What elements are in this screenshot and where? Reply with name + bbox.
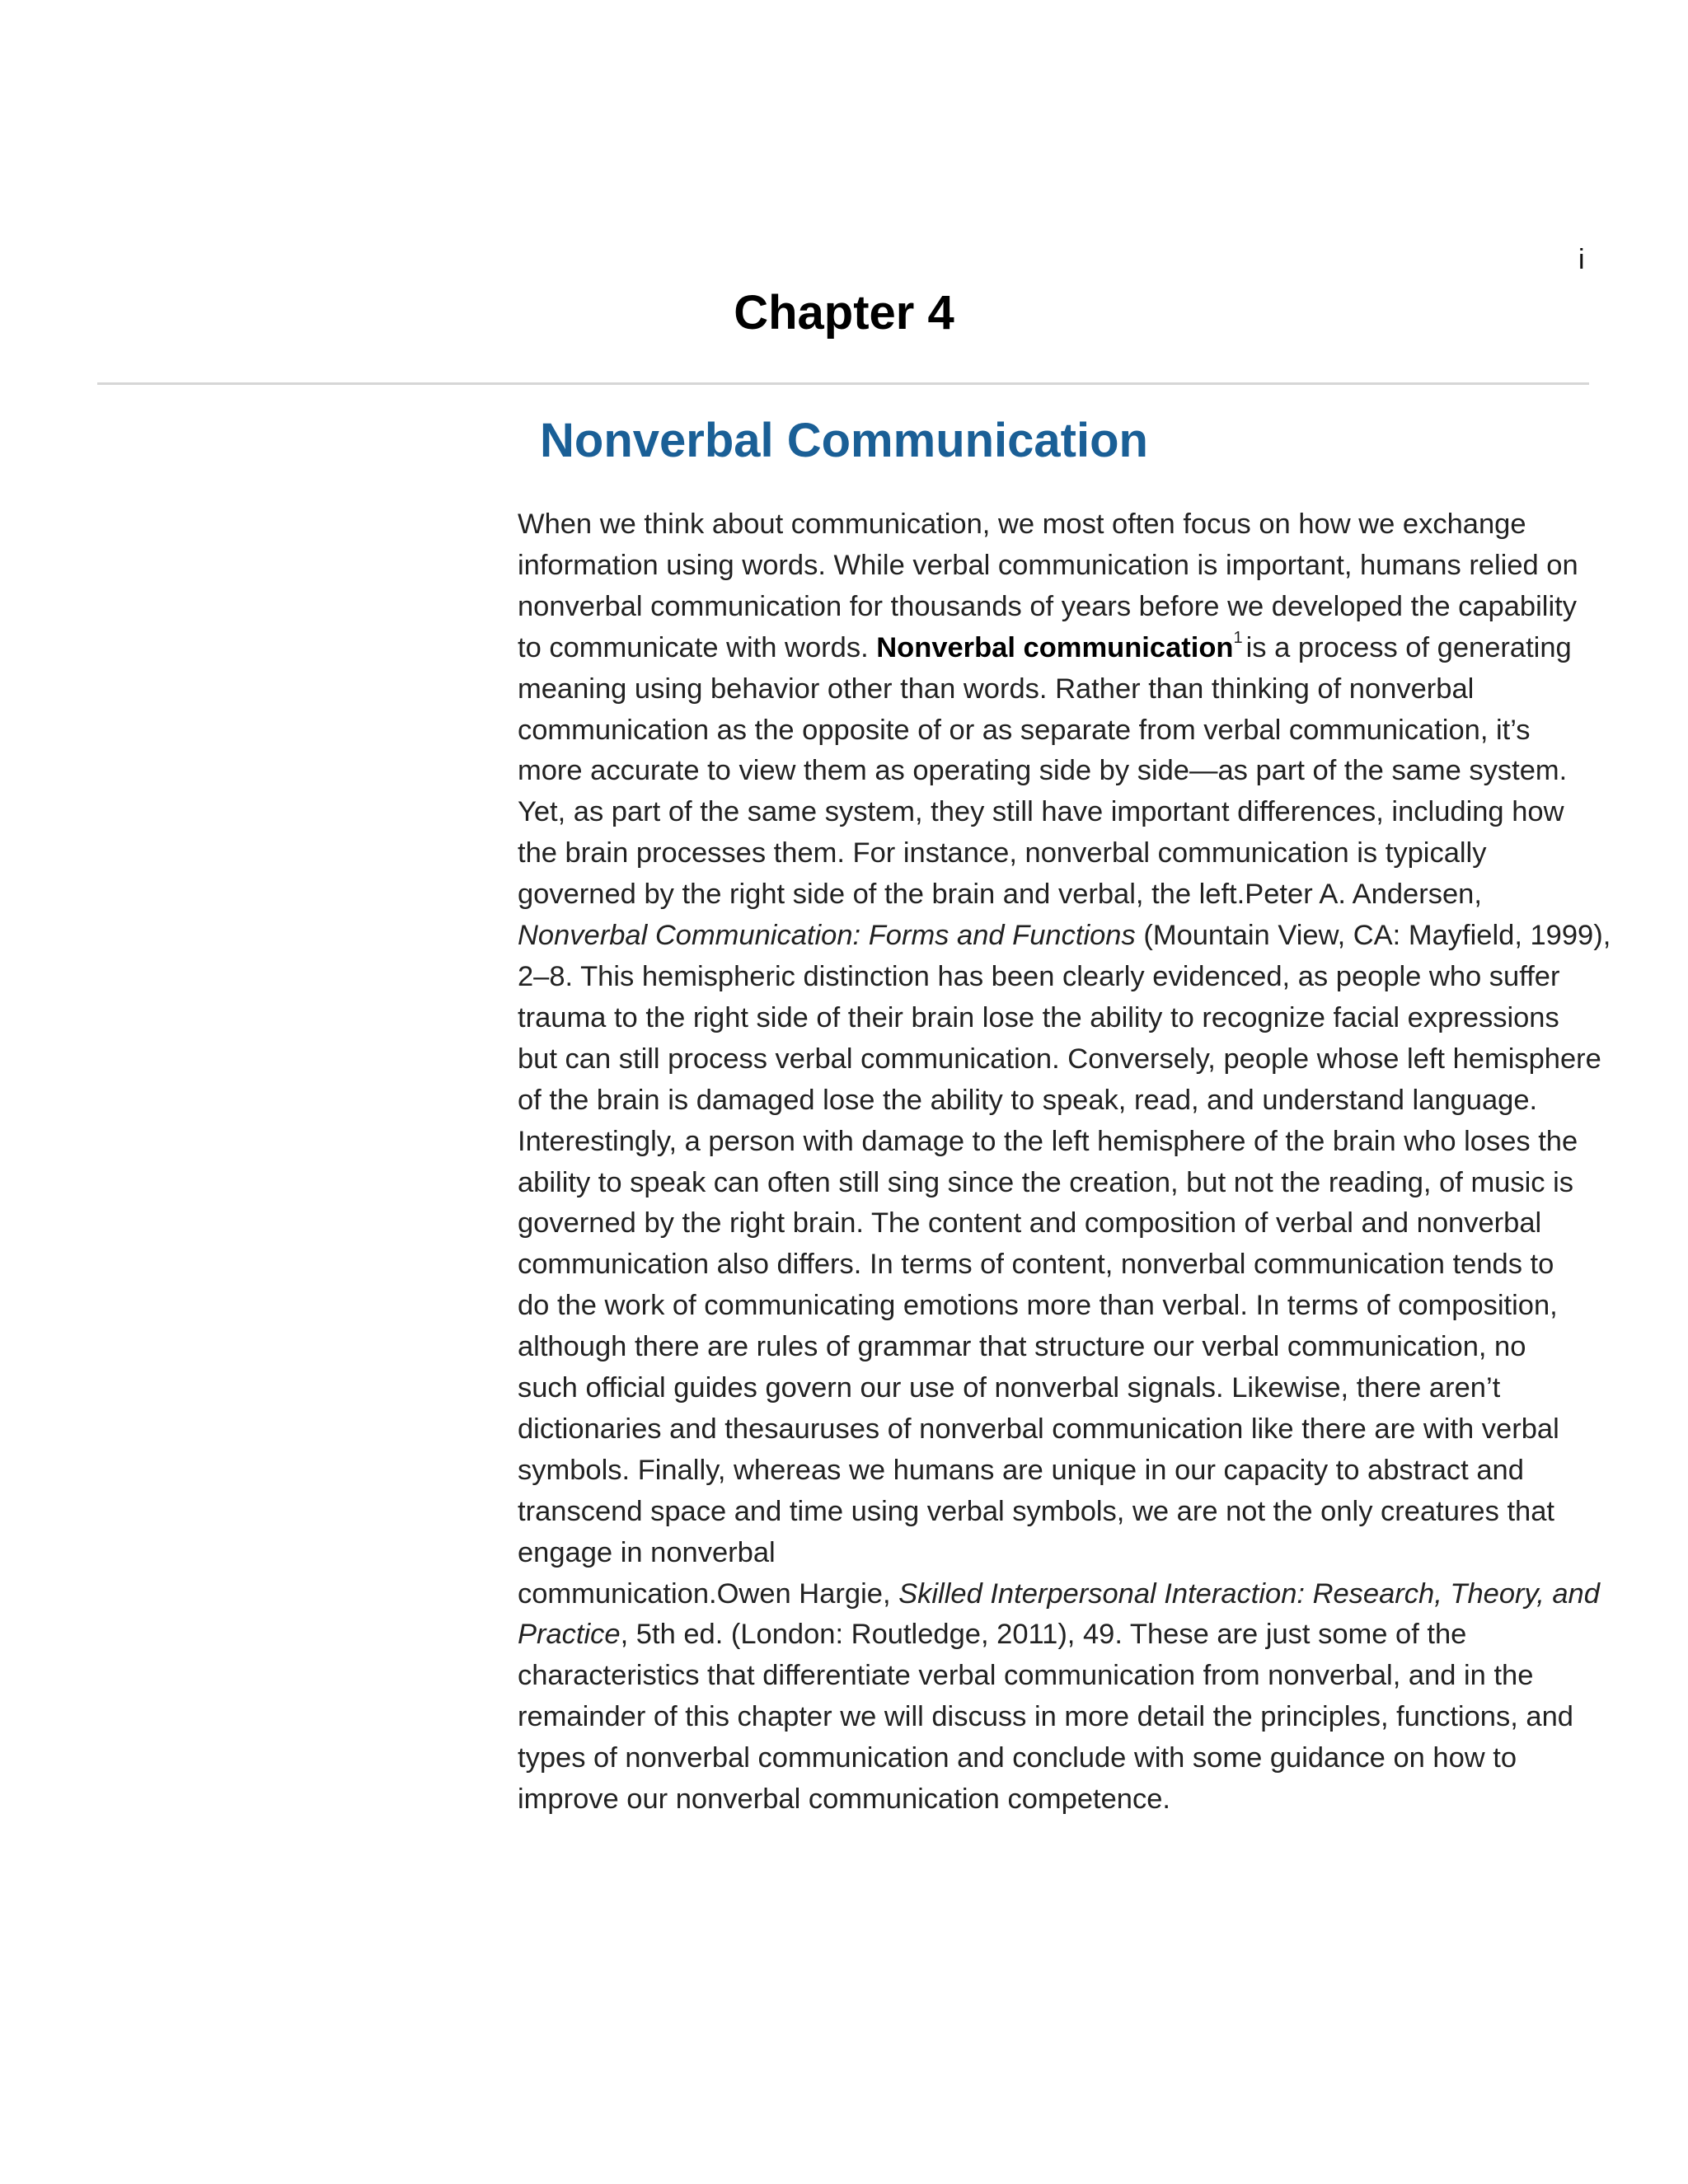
body-line: governed by the right brain. The content and composition of verbal and nonverbal (518, 1207, 1542, 1240)
body-line: communication also differs. In terms of content, nonverbal communication tends to (518, 1249, 1554, 1281)
body-line: remainder of this chapter we will discuss in more detail the principles, functions, and (518, 1701, 1573, 1733)
body-text-segment: , 5th ed. (London: Routledge, 2011), 49. These are just some of the (620, 1619, 1467, 1651)
body-text-segment: is a process of generating (1245, 631, 1572, 663)
body-line: types of nonverbal communication and conclude with some guidance on how to (518, 1742, 1517, 1774)
body-line: dictionaries and thesauruses of nonverbal communication like there are with verbal (518, 1413, 1559, 1445)
body-line: improve our nonverbal communication competence. (518, 1783, 1170, 1816)
body-line: Yet, as part of the same system, they still have important differences, including how (518, 796, 1564, 828)
body-line (518, 1574, 1600, 1615)
chapter-divider (97, 382, 1589, 385)
body-line: Interestingly, a person with damage to the left hemisphere of the brain who loses the (518, 1125, 1578, 1157)
citation-title: Nonverbal Communication: Forms and Functions (518, 920, 1136, 952)
body-line: information using words. While verbal communication is important, humans relied on (518, 549, 1578, 581)
body-line: ability to speak can often still sing since the creation, but not the reading, of music is (518, 1166, 1574, 1198)
body-paragraph (518, 504, 1611, 1821)
body-text-segment: communication.Owen Hargie, (518, 1577, 899, 1610)
body-line: meaning using behavior other than words. Rather than thinking of nonverbal (518, 673, 1475, 705)
chapter-title: Nonverbal Communication (540, 414, 1148, 467)
footnote-marker[interactable]: 1 (1233, 629, 1243, 648)
body-line: more accurate to view them as operating side by side—as part of the same system. (518, 755, 1568, 787)
body-line: such official guides govern our use of nonverbal signals. Likewise, there aren’t (518, 1372, 1501, 1404)
body-line: When we think about communication, we most often focus on how we exchange (518, 509, 1526, 540)
body-line (518, 916, 1611, 957)
body-line: but can still process verbal communication. Conversely, people whose left hemisphere (518, 1043, 1601, 1075)
citation-title: Skilled Interpersonal Interaction: Research, Theory, and (898, 1577, 1600, 1610)
body-line: although there are rules of grammar that structure our verbal communication, no (518, 1331, 1526, 1363)
body-line (518, 1615, 1587, 1656)
page-number: i (1578, 244, 1585, 275)
chapter-label: Chapter 4 (734, 286, 954, 340)
body-line: of the brain is damaged lose the ability to speak, read, and understand language. (518, 1084, 1538, 1116)
body-line: communication as the opposite of or as separate from verbal communication, it’s (518, 714, 1531, 746)
body-line: transcend space and time using verbal symbols, we are not the only creatures that (518, 1495, 1555, 1527)
body-line: nonverbal communication for thousands of years before we developed the capability (518, 590, 1577, 622)
body-line: trauma to the right side of their brain lose the ability to recognize facial expressions (518, 1001, 1559, 1033)
body-line: engage in nonverbal (518, 1536, 776, 1568)
body-line: characteristics that differentiate verbal communication from nonverbal, and in the (518, 1660, 1534, 1692)
body-line: 2–8. This hemispheric distinction has been clearly evidenced, as people who suffer (518, 960, 1560, 992)
body-line: governed by the right side of the brain and verbal, the left.Peter A. Andersen, (518, 879, 1482, 911)
body-text-segment: (Mountain View, CA: Mayfield, 1999), (1135, 920, 1611, 952)
body-text-segment: to communicate with words. (518, 631, 877, 663)
citation-title: Practice (518, 1619, 621, 1651)
key-term: Nonverbal communication (876, 631, 1234, 663)
body-line (518, 628, 1587, 669)
body-line: symbols. Finally, whereas we humans are unique in our capacity to abstract and (518, 1454, 1524, 1486)
body-line: do the work of communicating emotions more than verbal. In terms of composition, (518, 1290, 1558, 1322)
body-line: the brain processes them. For instance, nonverbal communication is typically (518, 837, 1487, 869)
